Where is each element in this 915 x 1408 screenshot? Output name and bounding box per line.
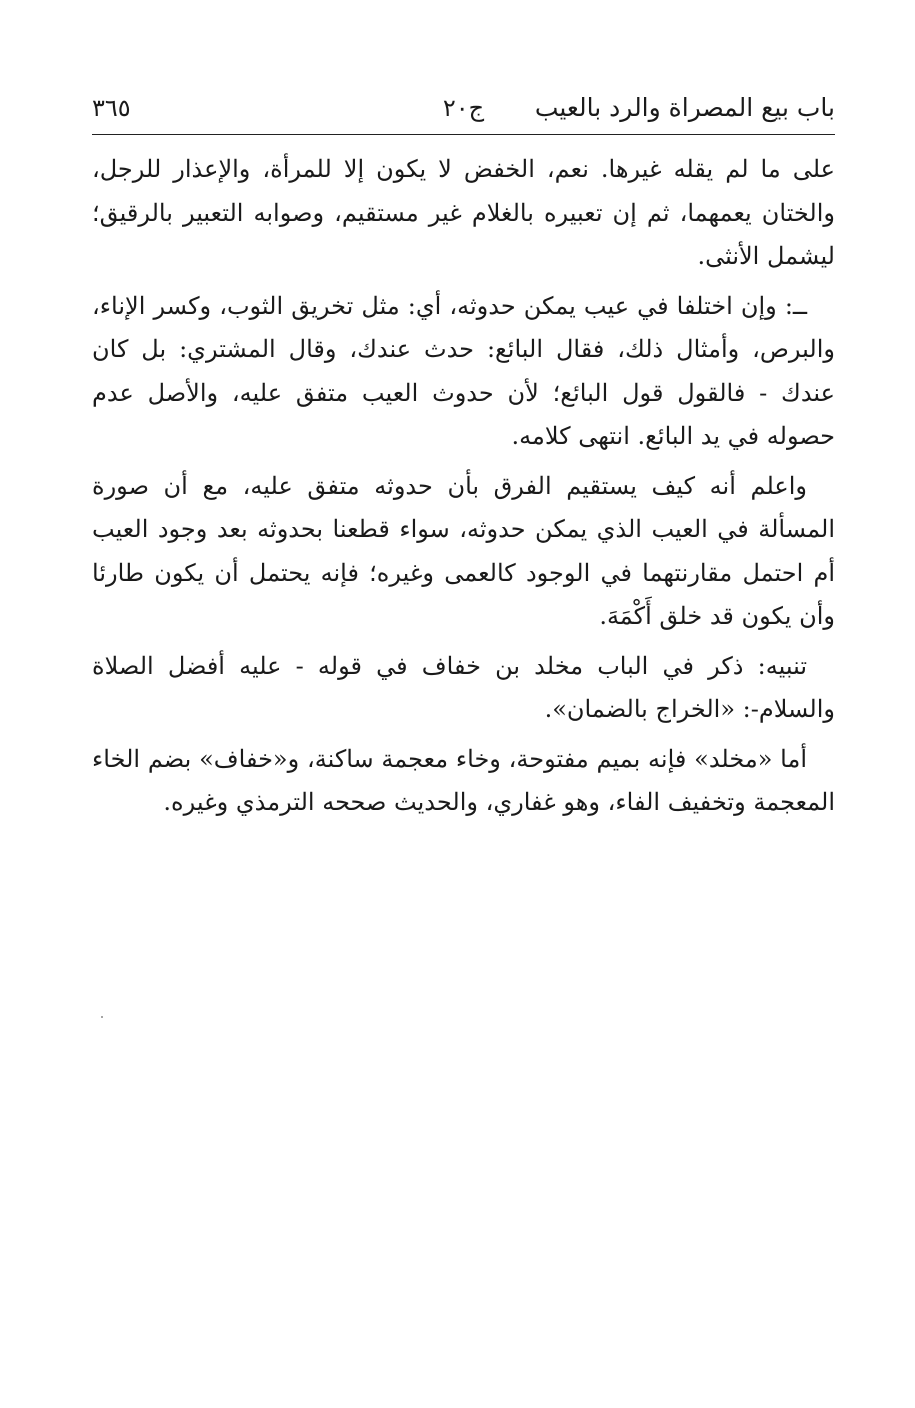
header-divider [92, 134, 835, 135]
paragraph-4: تنبيه: ذكر في الباب مخلد بن خفاف في قوله - عليه أفضل الصلاة والسلام-: «الخراج بالضمان». [92, 651, 835, 723]
page-number: ٣٦٥ [92, 94, 131, 122]
scan-speck [101, 1016, 103, 1018]
paragraph-1: على ما لم يقله غيرها. نعم، الخفض لا يكون إلا للمرأة، والإعذار للرجل، والختان يعمهما، ثم إن تعبيره بالغلام غير مستقيم، وصوابه التعبير بالرقيق؛ ليشمل الأنثى. [92, 155, 835, 270]
volume-label: ج٢٠ [442, 94, 485, 122]
paragraph-2: ــ: وإن اختلفا في عيب يمكن حدوثه، أي: مثل تخريق الثوب، وكسر الإناء، والبرص، وأمثال ذلك، فقال البائع: حدث عندك، وقال المشتري: بل كان عندك - فالقول قول البائع؛ لأن حدوث العيب متفق عليه، والأصل عدم حصوله في يد البائع. انتهى كلامه. [92, 291, 835, 450]
chapter-title: باب بيع المصراة والرد بالعيب [534, 93, 835, 122]
paragraph-3: واعلم أنه كيف يستقيم الفرق بأن حدوثه متفق عليه، مع أن صورة المسألة في العيب الذي يمكن حدوثه، سواء قطعنا بحدوثه بعد وجود العيب أم احتمل مقارنتهما في الوجود كالعمى وغيره؛ فإنه يحتمل أن يكون طارئا وأن يكون قد خلق أَكْمَهَ. [92, 471, 836, 630]
paragraph-5: أما «مخلد» فإنه بميم مفتوحة، وخاء معجمة ساكنة، و«خفاف» بضم الخاء المعجمة وتخفيف الفاء، وهو غفاري، والحديث صححه الترمذي وغيره. [92, 744, 835, 816]
body-text [92, 148, 835, 831]
running-header [92, 88, 835, 128]
